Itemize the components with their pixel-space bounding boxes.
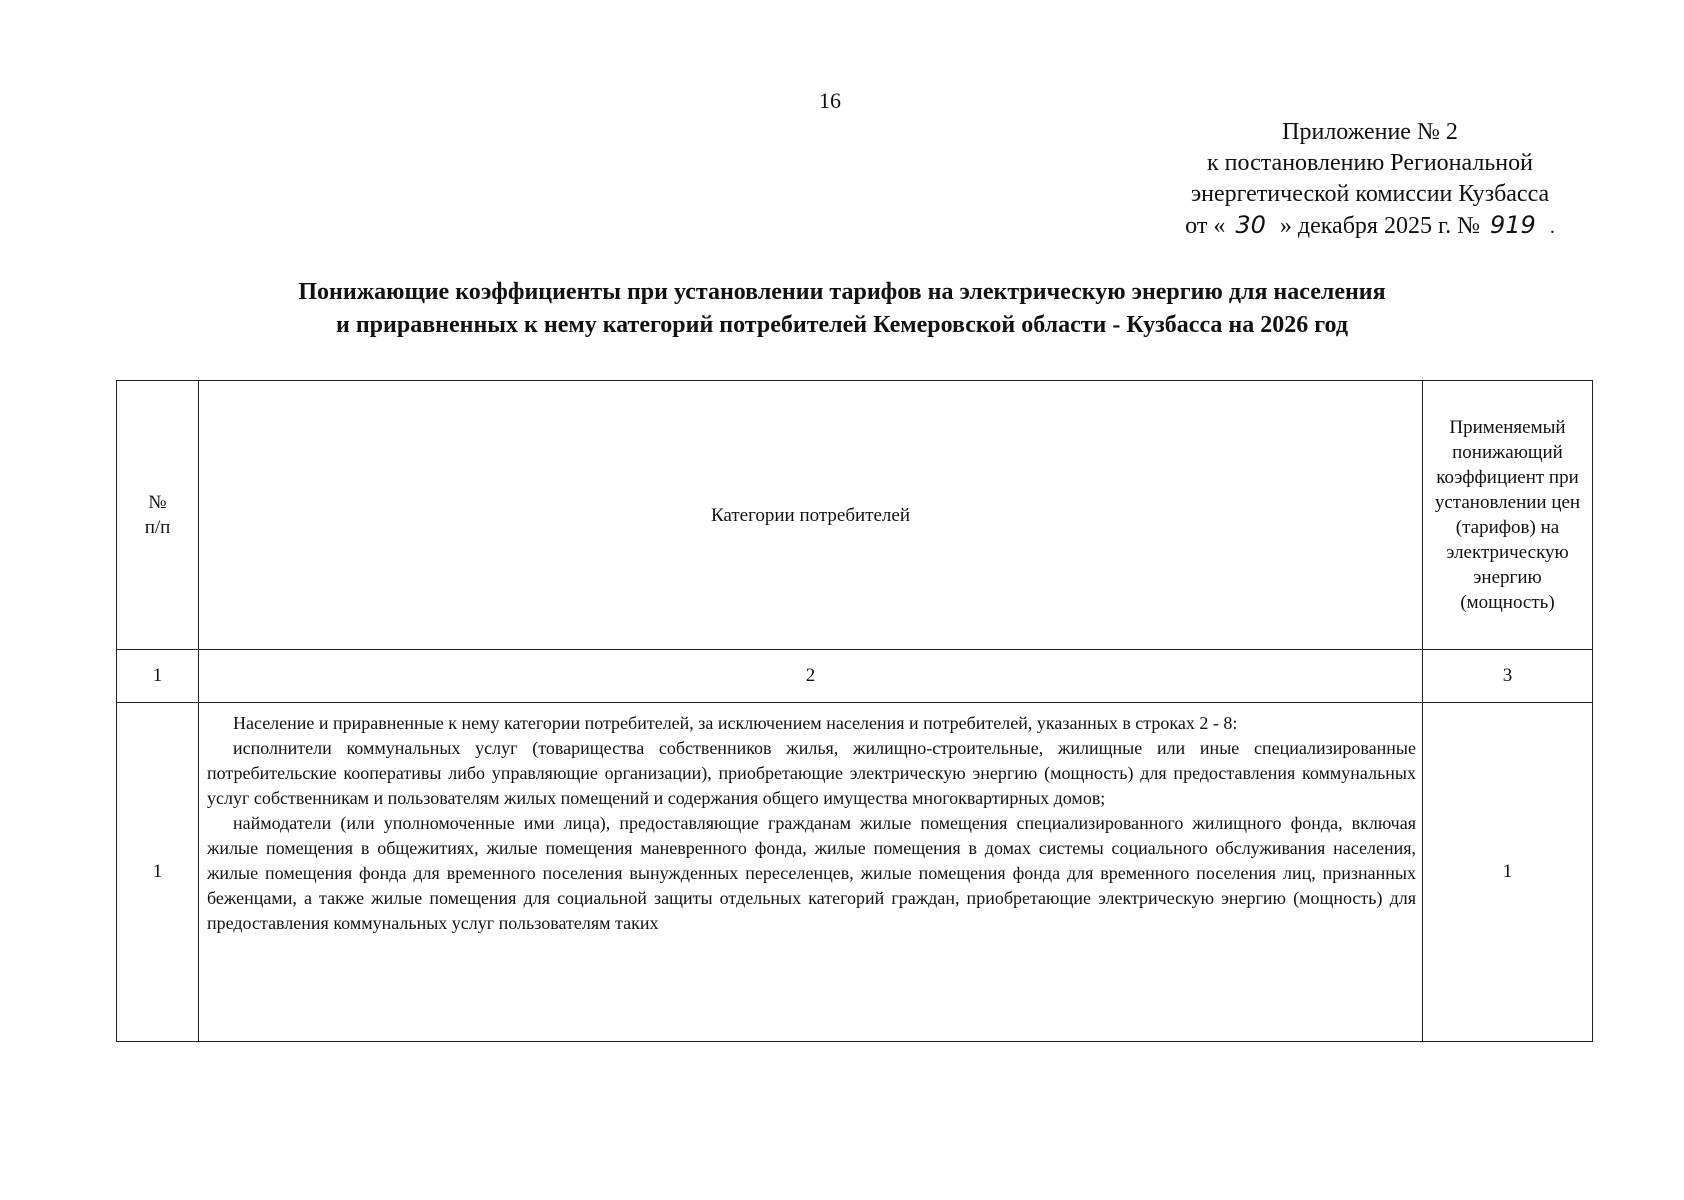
column-index-2: 2 (199, 650, 1423, 703)
handwritten-day: 30 (1235, 211, 1266, 239)
page-number: 16 (819, 88, 841, 113)
category-paragraph-utility-providers: исполнители коммунальных услуг (товарищества собственников жилья, жилищно-строительные, жилищные или иные специализированные потребительские кооперативы либо управляющие организации), приобретающие электрическую энергию (мощность) для предоставления коммунальных услуг собственникам и пользователям жилых помещений и содержания общего имущества многоквартирных домов; (207, 738, 1416, 808)
header-num (117, 381, 199, 650)
column-index-row (117, 650, 1593, 703)
column-index-3: 3 (1423, 650, 1593, 703)
document-title (0, 276, 1684, 342)
title-line-2: и приравненных к нему категорий потребителей Кемеровской области - Кузбасса на 2026 год (336, 312, 1348, 338)
row-number: 1 (117, 703, 199, 1042)
header-num-abbr: п/п (144, 517, 171, 538)
date-trail: . (1549, 216, 1555, 238)
coefficients-table (116, 380, 1593, 1042)
appendix-title: Приложение № 2 (1282, 119, 1458, 145)
row-category (199, 703, 1423, 1042)
handwritten-doc-number: 919 (1490, 211, 1536, 239)
date-month-year: » декабря 2025 г. № (1279, 213, 1480, 239)
category-paragraph-landlords: наймодатели (или уполномоченные ими лица), предоставляющие гражданам жилые помещения специализированного жилищного фонда, включая жилые помещения в общежитиях, жилые помещения маневренного фонда, жилые помещения в домах системы социального обслуживания населения, жилые помещения фонда для временного поселения вынужденных переселенцев, жилые помещения фонда для временного поселения лиц, признанных беженцами, а также жилые помещения для социальной защиты отдельных категорий граждан, приобретающие электрическую энергию (мощность) для предоставления коммунальных услуг пользователям таких (207, 813, 1416, 933)
table-row (117, 703, 1593, 1042)
date-prefix: от « (1185, 213, 1226, 239)
header-category: Категории потребителей (199, 381, 1423, 650)
appendix-commission-line: энергетической комиссии Кузбасса (1190, 181, 1550, 207)
category-paragraph-intro: Население и приравненные к нему категории потребителей, за исключением населения и потребителей, указанных в строках 2 - 8: (233, 713, 1238, 733)
table-header-row (117, 381, 1593, 650)
column-index-1: 1 (117, 650, 199, 703)
row-coefficient: 1 (1423, 703, 1593, 1042)
appendix-resolution-line: к постановлению Региональной (1207, 150, 1533, 176)
header-num-symbol: № (148, 492, 167, 513)
appendix-block (1100, 117, 1640, 243)
title-line-1: Понижающие коэффициенты при установлении тарифов на электрическую энергию для населения (298, 279, 1386, 305)
header-coefficient: Применяемый понижающий коэффициент при установлении цен (тарифов) на электрическую энергию (мощность) (1423, 381, 1593, 650)
appendix-date-line (1100, 210, 1640, 243)
